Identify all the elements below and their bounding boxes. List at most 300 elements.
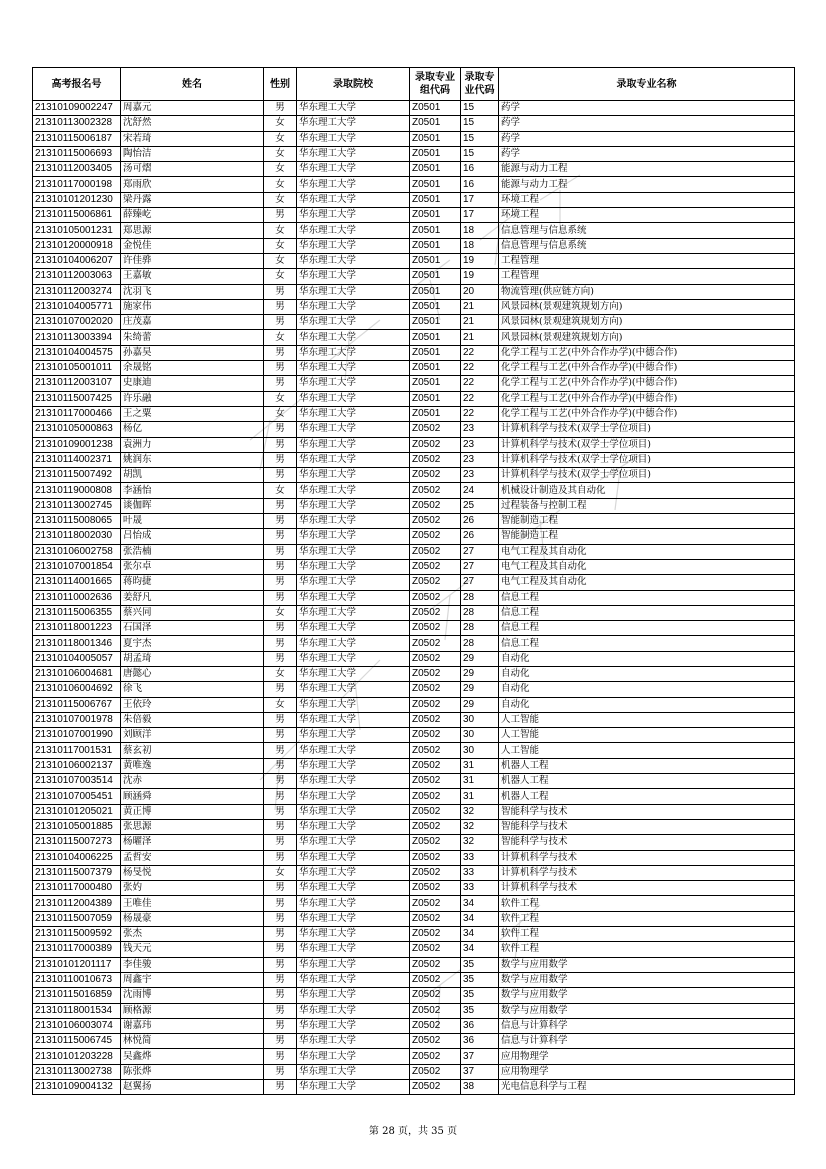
group-code-cell: Z0502 (410, 529, 461, 544)
sex-cell: 女 (264, 406, 297, 421)
name-cell: 吴鑫烨 (121, 1049, 264, 1064)
sex-cell: 男 (264, 1049, 297, 1064)
group-code-cell: Z0502 (410, 483, 461, 498)
major-code-cell: 23 (461, 452, 499, 467)
sex-cell: 男 (264, 1080, 297, 1095)
major-code-cell: 18 (461, 238, 499, 253)
school-cell: 华东理工大学 (297, 865, 410, 880)
exam-id-cell: 21310110002636 (33, 590, 121, 605)
exam-id-cell: 21310115006693 (33, 146, 121, 161)
table-row (33, 177, 795, 192)
school-cell: 华东理工大学 (297, 131, 410, 146)
sex-cell: 女 (264, 146, 297, 161)
name-cell: 余晟铭 (121, 361, 264, 376)
major-code-cell: 29 (461, 666, 499, 681)
group-code-cell: Z0501 (410, 315, 461, 330)
exam-id-cell: 21310112004389 (33, 896, 121, 911)
major-name-cell: 信息工程 (499, 621, 795, 636)
major-code-cell: 28 (461, 621, 499, 636)
major-name-cell: 风景园林(景观建筑规划方向) (499, 299, 795, 314)
name-cell: 沈羽飞 (121, 284, 264, 299)
major-code-cell: 18 (461, 223, 499, 238)
major-name-cell: 软件工程 (499, 896, 795, 911)
school-cell: 华东理工大学 (297, 881, 410, 896)
table-row (33, 238, 795, 253)
major-code-cell: 19 (461, 269, 499, 284)
header-major-code: 录取专 业代码 (461, 68, 499, 101)
major-name-cell: 信息管理与信息系统 (499, 223, 795, 238)
name-cell: 王唯佳 (121, 896, 264, 911)
school-cell: 华东理工大学 (297, 682, 410, 697)
table-row (33, 498, 795, 513)
school-cell: 华东理工大学 (297, 422, 410, 437)
exam-id-cell: 21310114002371 (33, 452, 121, 467)
school-cell: 华东理工大学 (297, 208, 410, 223)
major-code-cell: 22 (461, 361, 499, 376)
major-name-cell: 智能科学与技术 (499, 835, 795, 850)
school-cell: 华东理工大学 (297, 789, 410, 804)
table-header-row (33, 68, 795, 101)
major-name-cell: 过程装备与控制工程 (499, 498, 795, 513)
major-code-cell: 35 (461, 1003, 499, 1018)
header-group-code: 录取专业 组代码 (410, 68, 461, 101)
major-name-cell: 药学 (499, 101, 795, 116)
group-code-cell: Z0502 (410, 850, 461, 865)
exam-id-cell: 21310112003063 (33, 269, 121, 284)
school-cell: 华东理工大学 (297, 253, 410, 268)
group-code-cell: Z0502 (410, 498, 461, 513)
major-code-cell: 31 (461, 789, 499, 804)
group-code-cell: Z0502 (410, 422, 461, 437)
name-cell: 张浩楠 (121, 544, 264, 559)
school-cell: 华东理工大学 (297, 315, 410, 330)
sex-cell: 男 (264, 774, 297, 789)
sex-cell: 男 (264, 942, 297, 957)
group-code-cell: Z0502 (410, 468, 461, 483)
table-row (33, 865, 795, 880)
sex-cell: 女 (264, 223, 297, 238)
table-row (33, 101, 795, 116)
name-cell: 徐飞 (121, 682, 264, 697)
major-code-cell: 28 (461, 605, 499, 620)
major-code-cell: 30 (461, 728, 499, 743)
major-name-cell: 计算机科学与技术(双学士学位项目) (499, 422, 795, 437)
major-name-cell: 物流管理(供应链方向) (499, 284, 795, 299)
major-code-cell: 33 (461, 865, 499, 880)
table-row (33, 223, 795, 238)
sex-cell: 男 (264, 743, 297, 758)
sex-cell: 女 (264, 483, 297, 498)
group-code-cell: Z0501 (410, 192, 461, 207)
table-row (33, 559, 795, 574)
group-code-cell: Z0502 (410, 835, 461, 850)
group-code-cell: Z0502 (410, 682, 461, 697)
major-name-cell: 工程管理 (499, 269, 795, 284)
name-cell: 郑思源 (121, 223, 264, 238)
major-name-cell: 计算机科学与技术(双学士学位项目) (499, 437, 795, 452)
sex-cell: 女 (264, 605, 297, 620)
header-major-name: 录取专业名称 (499, 68, 795, 101)
group-code-cell: Z0502 (410, 514, 461, 529)
major-name-cell: 人工智能 (499, 712, 795, 727)
table-row (33, 269, 795, 284)
table-row (33, 850, 795, 865)
sex-cell: 男 (264, 1034, 297, 1049)
exam-id-cell: 21310113002328 (33, 116, 121, 131)
exam-id-cell: 21310106004681 (33, 666, 121, 681)
exam-id-cell: 21310115007059 (33, 911, 121, 926)
sex-cell: 男 (264, 422, 297, 437)
table-row (33, 345, 795, 360)
sex-cell: 男 (264, 819, 297, 834)
sex-cell: 男 (264, 590, 297, 605)
sex-cell: 男 (264, 896, 297, 911)
school-cell: 华东理工大学 (297, 1049, 410, 1064)
table-row (33, 529, 795, 544)
exam-id-cell: 21310106003074 (33, 1018, 121, 1033)
school-cell: 华东理工大学 (297, 544, 410, 559)
major-code-cell: 17 (461, 208, 499, 223)
group-code-cell: Z0502 (410, 911, 461, 926)
exam-id-cell: 21310112003274 (33, 284, 121, 299)
major-code-cell: 29 (461, 682, 499, 697)
sex-cell: 男 (264, 621, 297, 636)
name-cell: 沈雨博 (121, 988, 264, 1003)
exam-id-cell: 21310104005057 (33, 651, 121, 666)
group-code-cell: Z0502 (410, 758, 461, 773)
major-name-cell: 自动化 (499, 651, 795, 666)
name-cell: 黄唯逸 (121, 758, 264, 773)
table-row (33, 728, 795, 743)
exam-id-cell: 21310101201230 (33, 192, 121, 207)
major-name-cell: 化学工程与工艺(中外合作办学)(中德合作) (499, 391, 795, 406)
sex-cell: 女 (264, 269, 297, 284)
group-code-cell: Z0501 (410, 146, 461, 161)
school-cell: 华东理工大学 (297, 1018, 410, 1033)
name-cell: 周鑫宇 (121, 972, 264, 987)
group-code-cell: Z0502 (410, 666, 461, 681)
school-cell: 华东理工大学 (297, 406, 410, 421)
table-row (33, 819, 795, 834)
sex-cell: 男 (264, 927, 297, 942)
major-name-cell: 药学 (499, 116, 795, 131)
table-row (33, 162, 795, 177)
major-code-cell: 29 (461, 697, 499, 712)
name-cell: 周嘉元 (121, 101, 264, 116)
name-cell: 杨亿 (121, 422, 264, 437)
school-cell: 华东理工大学 (297, 468, 410, 483)
table-row (33, 927, 795, 942)
major-code-cell: 29 (461, 651, 499, 666)
major-code-cell: 16 (461, 162, 499, 177)
name-cell: 王之粟 (121, 406, 264, 421)
sex-cell: 男 (264, 315, 297, 330)
exam-id-cell: 21310120000918 (33, 238, 121, 253)
table-row (33, 452, 795, 467)
exam-id-cell: 21310109001238 (33, 437, 121, 452)
table-row (33, 621, 795, 636)
major-name-cell: 软件工程 (499, 911, 795, 926)
school-cell: 华东理工大学 (297, 223, 410, 238)
major-code-cell: 21 (461, 299, 499, 314)
major-code-cell: 31 (461, 758, 499, 773)
major-name-cell: 计算机科学与技术 (499, 881, 795, 896)
sex-cell: 男 (264, 988, 297, 1003)
school-cell: 华东理工大学 (297, 651, 410, 666)
sex-cell: 男 (264, 514, 297, 529)
major-code-cell: 32 (461, 819, 499, 834)
school-cell: 华东理工大学 (297, 345, 410, 360)
table-row (33, 1018, 795, 1033)
school-cell: 华东理工大学 (297, 774, 410, 789)
name-cell: 唐懿心 (121, 666, 264, 681)
school-cell: 华东理工大学 (297, 330, 410, 345)
sex-cell: 男 (264, 452, 297, 467)
name-cell: 姜舒凡 (121, 590, 264, 605)
major-code-cell: 36 (461, 1018, 499, 1033)
name-cell: 李佳骏 (121, 957, 264, 972)
exam-id-cell: 21310115007273 (33, 835, 121, 850)
group-code-cell: Z0502 (410, 651, 461, 666)
name-cell: 金悦佳 (121, 238, 264, 253)
table-row (33, 299, 795, 314)
exam-id-cell: 21310115007379 (33, 865, 121, 880)
table-row (33, 376, 795, 391)
group-code-cell: Z0502 (410, 1064, 461, 1079)
exam-id-cell: 21310104006207 (33, 253, 121, 268)
group-code-cell: Z0501 (410, 177, 461, 192)
sex-cell: 男 (264, 1064, 297, 1079)
name-cell: 朱绮蕾 (121, 330, 264, 345)
group-code-cell: Z0502 (410, 1034, 461, 1049)
exam-id-cell: 21310107003514 (33, 774, 121, 789)
page-footer: 第 28 页，共 35 页 (368, 1126, 458, 1137)
sex-cell: 男 (264, 299, 297, 314)
sex-cell: 女 (264, 697, 297, 712)
exam-id-cell: 21310118002030 (33, 529, 121, 544)
sex-cell: 男 (264, 544, 297, 559)
school-cell: 华东理工大学 (297, 437, 410, 452)
exam-id-cell: 21310118001223 (33, 621, 121, 636)
school-cell: 华东理工大学 (297, 514, 410, 529)
name-cell: 陶怡洁 (121, 146, 264, 161)
exam-id-cell: 21310110010673 (33, 972, 121, 987)
exam-id-cell: 21310107005451 (33, 789, 121, 804)
major-code-cell: 26 (461, 514, 499, 529)
table-row (33, 315, 795, 330)
group-code-cell: Z0502 (410, 774, 461, 789)
sex-cell: 男 (264, 1003, 297, 1018)
major-code-cell: 22 (461, 376, 499, 391)
sex-cell: 男 (264, 972, 297, 987)
major-name-cell: 电气工程及其自动化 (499, 544, 795, 559)
school-cell: 华东理工大学 (297, 269, 410, 284)
group-code-cell: Z0502 (410, 804, 461, 819)
table-row (33, 131, 795, 146)
major-code-cell: 21 (461, 330, 499, 345)
exam-id-cell: 21310107002020 (33, 315, 121, 330)
table-row (33, 712, 795, 727)
major-name-cell: 计算机科学与技术(双学士学位项目) (499, 468, 795, 483)
sex-cell: 男 (264, 835, 297, 850)
major-code-cell: 23 (461, 422, 499, 437)
exam-id-cell: 21310106002758 (33, 544, 121, 559)
header-name: 姓名 (121, 68, 264, 101)
sex-cell: 女 (264, 865, 297, 880)
exam-id-cell: 21310107001990 (33, 728, 121, 743)
major-name-cell: 风景园林(景观建筑规划方向) (499, 315, 795, 330)
table-row (33, 1049, 795, 1064)
name-cell: 胡凯 (121, 468, 264, 483)
table-row (33, 514, 795, 529)
major-code-cell: 34 (461, 942, 499, 957)
name-cell: 顾涵舜 (121, 789, 264, 804)
table-row (33, 896, 795, 911)
group-code-cell: Z0501 (410, 299, 461, 314)
sex-cell: 男 (264, 437, 297, 452)
exam-id-cell: 21310104004575 (33, 345, 121, 360)
group-code-cell: Z0502 (410, 697, 461, 712)
major-name-cell: 数学与应用数学 (499, 1003, 795, 1018)
school-cell: 华东理工大学 (297, 850, 410, 865)
exam-id-cell: 21310114001665 (33, 575, 121, 590)
major-code-cell: 33 (461, 850, 499, 865)
exam-id-cell: 21310106002137 (33, 758, 121, 773)
major-name-cell: 应用物理学 (499, 1064, 795, 1079)
sex-cell: 女 (264, 238, 297, 253)
major-code-cell: 35 (461, 957, 499, 972)
school-cell: 华东理工大学 (297, 452, 410, 467)
exam-id-cell: 21310101201117 (33, 957, 121, 972)
major-code-cell: 36 (461, 1034, 499, 1049)
table-row (33, 1034, 795, 1049)
major-name-cell: 软件工程 (499, 942, 795, 957)
major-name-cell: 能源与动力工程 (499, 177, 795, 192)
name-cell: 史康迪 (121, 376, 264, 391)
name-cell: 胡孟琦 (121, 651, 264, 666)
table-row (33, 758, 795, 773)
name-cell: 陈张烨 (121, 1064, 264, 1079)
school-cell: 华东理工大学 (297, 712, 410, 727)
major-name-cell: 能源与动力工程 (499, 162, 795, 177)
table-row (33, 972, 795, 987)
major-name-cell: 自动化 (499, 666, 795, 681)
sex-cell: 女 (264, 162, 297, 177)
group-code-cell: Z0502 (410, 988, 461, 1003)
major-code-cell: 22 (461, 406, 499, 421)
exam-id-cell: 21310115006745 (33, 1034, 121, 1049)
name-cell: 朱倍毅 (121, 712, 264, 727)
name-cell: 张妁 (121, 881, 264, 896)
table-row (33, 743, 795, 758)
major-code-cell: 26 (461, 529, 499, 544)
sex-cell: 男 (264, 345, 297, 360)
school-cell: 华东理工大学 (297, 529, 410, 544)
major-code-cell: 34 (461, 927, 499, 942)
name-cell: 夏宇杰 (121, 636, 264, 651)
group-code-cell: Z0502 (410, 927, 461, 942)
major-code-cell: 20 (461, 284, 499, 299)
exam-id-cell: 21310119000808 (33, 483, 121, 498)
table-row (33, 957, 795, 972)
major-code-cell: 32 (461, 835, 499, 850)
table-row (33, 789, 795, 804)
table-row (33, 391, 795, 406)
name-cell: 张思源 (121, 819, 264, 834)
school-cell: 华东理工大学 (297, 942, 410, 957)
exam-id-cell: 21310104005771 (33, 299, 121, 314)
major-name-cell: 信息工程 (499, 605, 795, 620)
major-name-cell: 信息与计算科学 (499, 1018, 795, 1033)
sex-cell: 男 (264, 101, 297, 116)
major-name-cell: 计算机科学与技术 (499, 850, 795, 865)
group-code-cell: Z0501 (410, 131, 461, 146)
group-code-cell: Z0501 (410, 406, 461, 421)
school-cell: 华东理工大学 (297, 1034, 410, 1049)
group-code-cell: Z0501 (410, 345, 461, 360)
exam-id-cell: 21310113002745 (33, 498, 121, 513)
major-name-cell: 化学工程与工艺(中外合作办学)(中德合作) (499, 345, 795, 360)
school-cell: 华东理工大学 (297, 666, 410, 681)
school-cell: 华东理工大学 (297, 590, 410, 605)
school-cell: 华东理工大学 (297, 835, 410, 850)
table-row (33, 1064, 795, 1079)
table-row (33, 483, 795, 498)
name-cell: 杨晟豪 (121, 911, 264, 926)
sex-cell: 男 (264, 651, 297, 666)
major-code-cell: 16 (461, 177, 499, 192)
exam-id-cell: 21310105000863 (33, 422, 121, 437)
school-cell: 华东理工大学 (297, 621, 410, 636)
school-cell: 华东理工大学 (297, 177, 410, 192)
table-row (33, 697, 795, 712)
sex-cell: 男 (264, 559, 297, 574)
major-name-cell: 信息管理与信息系统 (499, 238, 795, 253)
group-code-cell: Z0502 (410, 559, 461, 574)
table-row (33, 422, 795, 437)
school-cell: 华东理工大学 (297, 804, 410, 819)
group-code-cell: Z0502 (410, 1018, 461, 1033)
school-cell: 华东理工大学 (297, 697, 410, 712)
school-cell: 华东理工大学 (297, 498, 410, 513)
major-code-cell: 31 (461, 774, 499, 789)
group-code-cell: Z0501 (410, 101, 461, 116)
name-cell: 施家伟 (121, 299, 264, 314)
major-name-cell: 数学与应用数学 (499, 988, 795, 1003)
name-cell: 姚润东 (121, 452, 264, 467)
major-name-cell: 计算机科学与技术(双学士学位项目) (499, 452, 795, 467)
school-cell: 华东理工大学 (297, 299, 410, 314)
major-code-cell: 34 (461, 896, 499, 911)
table-row (33, 437, 795, 452)
name-cell: 杨旻悦 (121, 865, 264, 880)
major-code-cell: 25 (461, 498, 499, 513)
school-cell: 华东理工大学 (297, 483, 410, 498)
table-row (33, 590, 795, 605)
exam-id-cell: 21310105001231 (33, 223, 121, 238)
header-school: 录取院校 (297, 68, 410, 101)
name-cell: 沈赤 (121, 774, 264, 789)
school-cell: 华东理工大学 (297, 559, 410, 574)
sex-cell: 女 (264, 666, 297, 681)
group-code-cell: Z0501 (410, 269, 461, 284)
table-row (33, 774, 795, 789)
name-cell: 黄正博 (121, 804, 264, 819)
major-code-cell: 30 (461, 743, 499, 758)
exam-id-cell: 21310101203228 (33, 1049, 121, 1064)
major-name-cell: 计算机科学与技术 (499, 865, 795, 880)
exam-id-cell: 21310113003394 (33, 330, 121, 345)
